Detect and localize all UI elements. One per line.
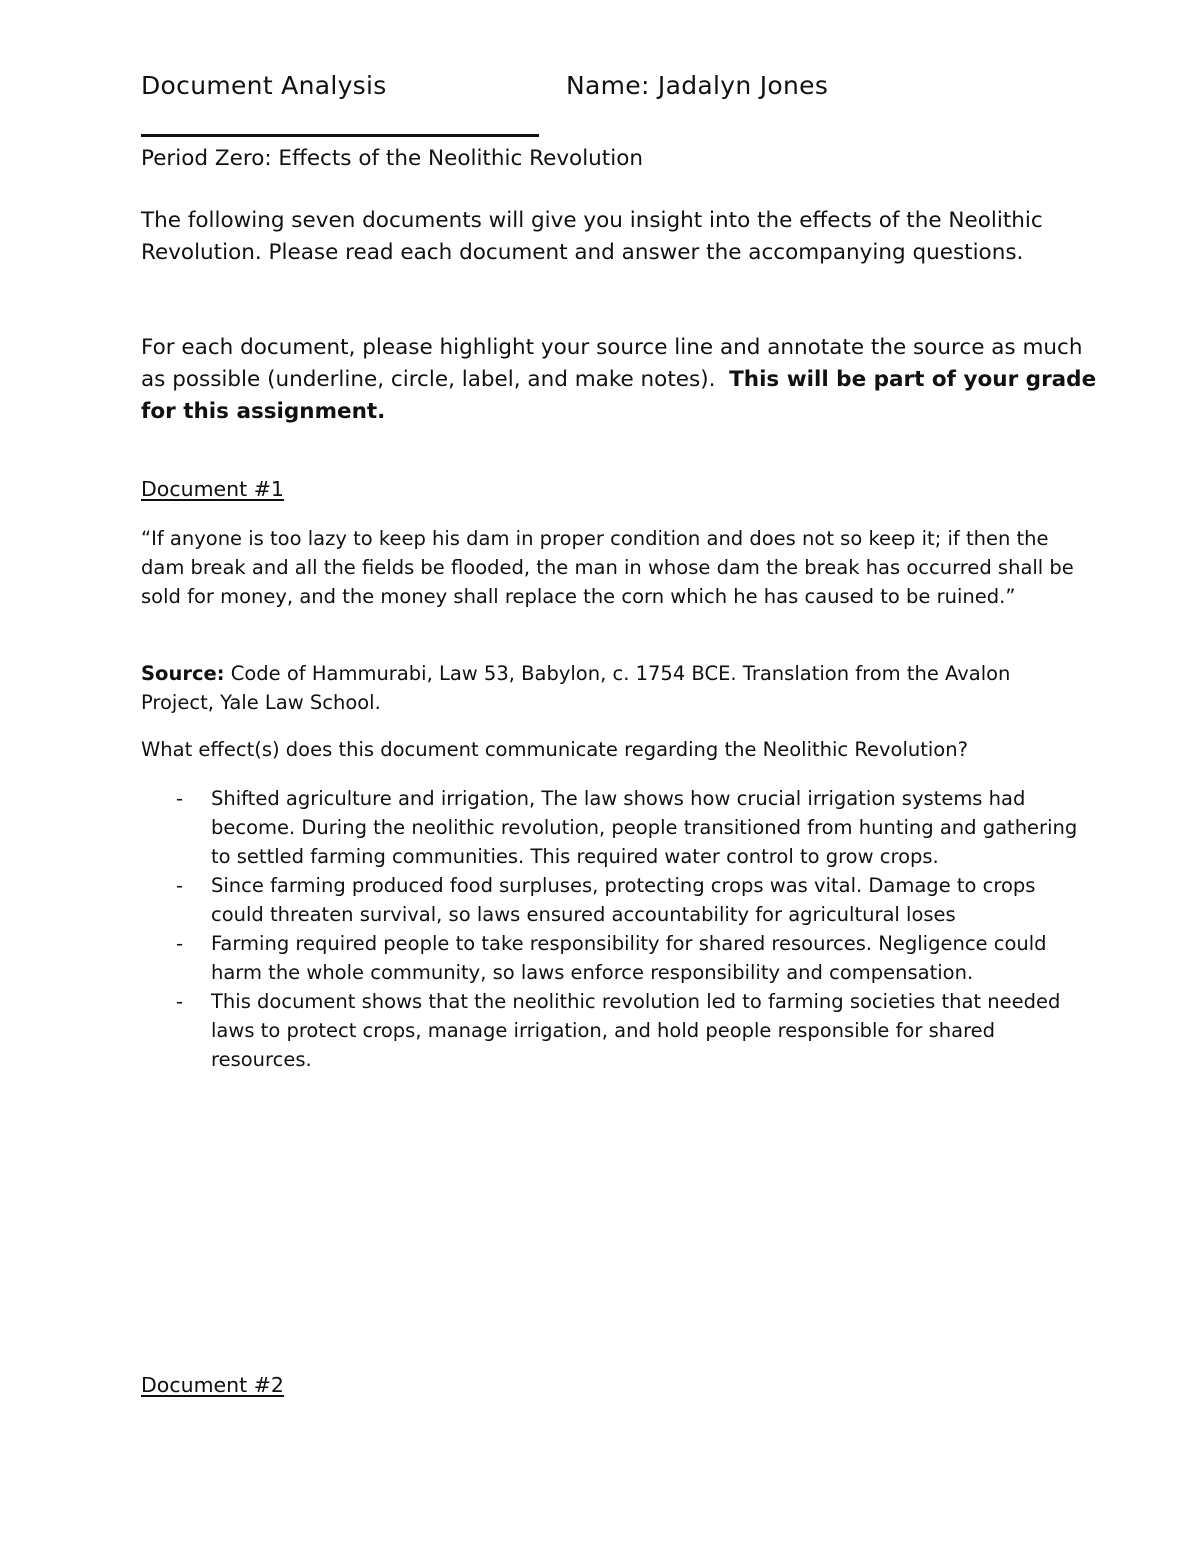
answer-text: Shifted agriculture and irrigation, The law shows how crucial irrigation systems had become. During the neolithic revolution, people transitioned from hunting and gathering to settled farming communities. This required water control to grow crops. bbox=[211, 787, 1078, 868]
document-1-question: What effect(s) does this document communicate regarding the Neolithic Revolution? bbox=[141, 738, 968, 761]
bullet-dash: - bbox=[176, 990, 184, 1013]
source-text: Code of Hammurabi, Law 53, Babylon, c. 1754 BCE. Translation from the Avalon Project, Yale Law School. bbox=[141, 662, 1011, 714]
intro-paragraph: The following seven documents will give you insight into the effects of the Neolithic Revolution. Please read each document and answer the accompanying questions. bbox=[141, 208, 1043, 265]
answer-item bbox=[141, 871, 1081, 929]
document-1-quote: “If anyone is too lazy to keep his dam in proper condition and does not so keep it; if then the dam break and all the fields be flooded, the man in whose dam the break has occurred shall be sold for money, and the money shall replace the corn which he has caused to be ruined.” bbox=[141, 527, 1074, 608]
source-label: Source: bbox=[141, 662, 225, 685]
bullet-dash: - bbox=[176, 787, 184, 810]
answer-text: Farming required people to take responsibility for shared resources. Negligence could harm the whole community, so laws enforce responsibility and compensation. bbox=[211, 932, 1047, 984]
document-2-heading: Document #2 bbox=[141, 1373, 284, 1397]
document-title: Document Analysis bbox=[141, 71, 387, 100]
instructions-paragraph bbox=[141, 332, 1101, 428]
title-underline bbox=[141, 134, 539, 137]
answer-item bbox=[141, 784, 1081, 871]
document-1-source bbox=[141, 659, 1081, 717]
document-1-answers bbox=[141, 784, 1081, 1074]
document-1-heading: Document #1 bbox=[141, 477, 284, 501]
instructions-bold: This will be part of your grade for this assignment. bbox=[141, 367, 1097, 424]
answer-text: Since farming produced food surpluses, protecting crops was vital. Damage to crops could threaten survival, so laws ensured accountability for agricultural loses bbox=[211, 874, 1036, 926]
bullet-dash: - bbox=[176, 874, 184, 897]
answer-item bbox=[141, 987, 1081, 1074]
instructions-text: For each document, please highlight your source line and annotate the source as much as possible (underline, circle, label, and make notes). bbox=[141, 335, 1083, 392]
assignment-subtitle: Period Zero: Effects of the Neolithic Revolution bbox=[141, 146, 643, 171]
answer-item bbox=[141, 929, 1081, 987]
student-name: Name: Jadalyn Jones bbox=[566, 71, 829, 100]
answer-text: This document shows that the neolithic revolution led to farming societies that needed laws to protect crops, manage irrigation, and hold people responsible for shared resources. bbox=[211, 990, 1061, 1071]
bullet-dash: - bbox=[176, 932, 184, 955]
